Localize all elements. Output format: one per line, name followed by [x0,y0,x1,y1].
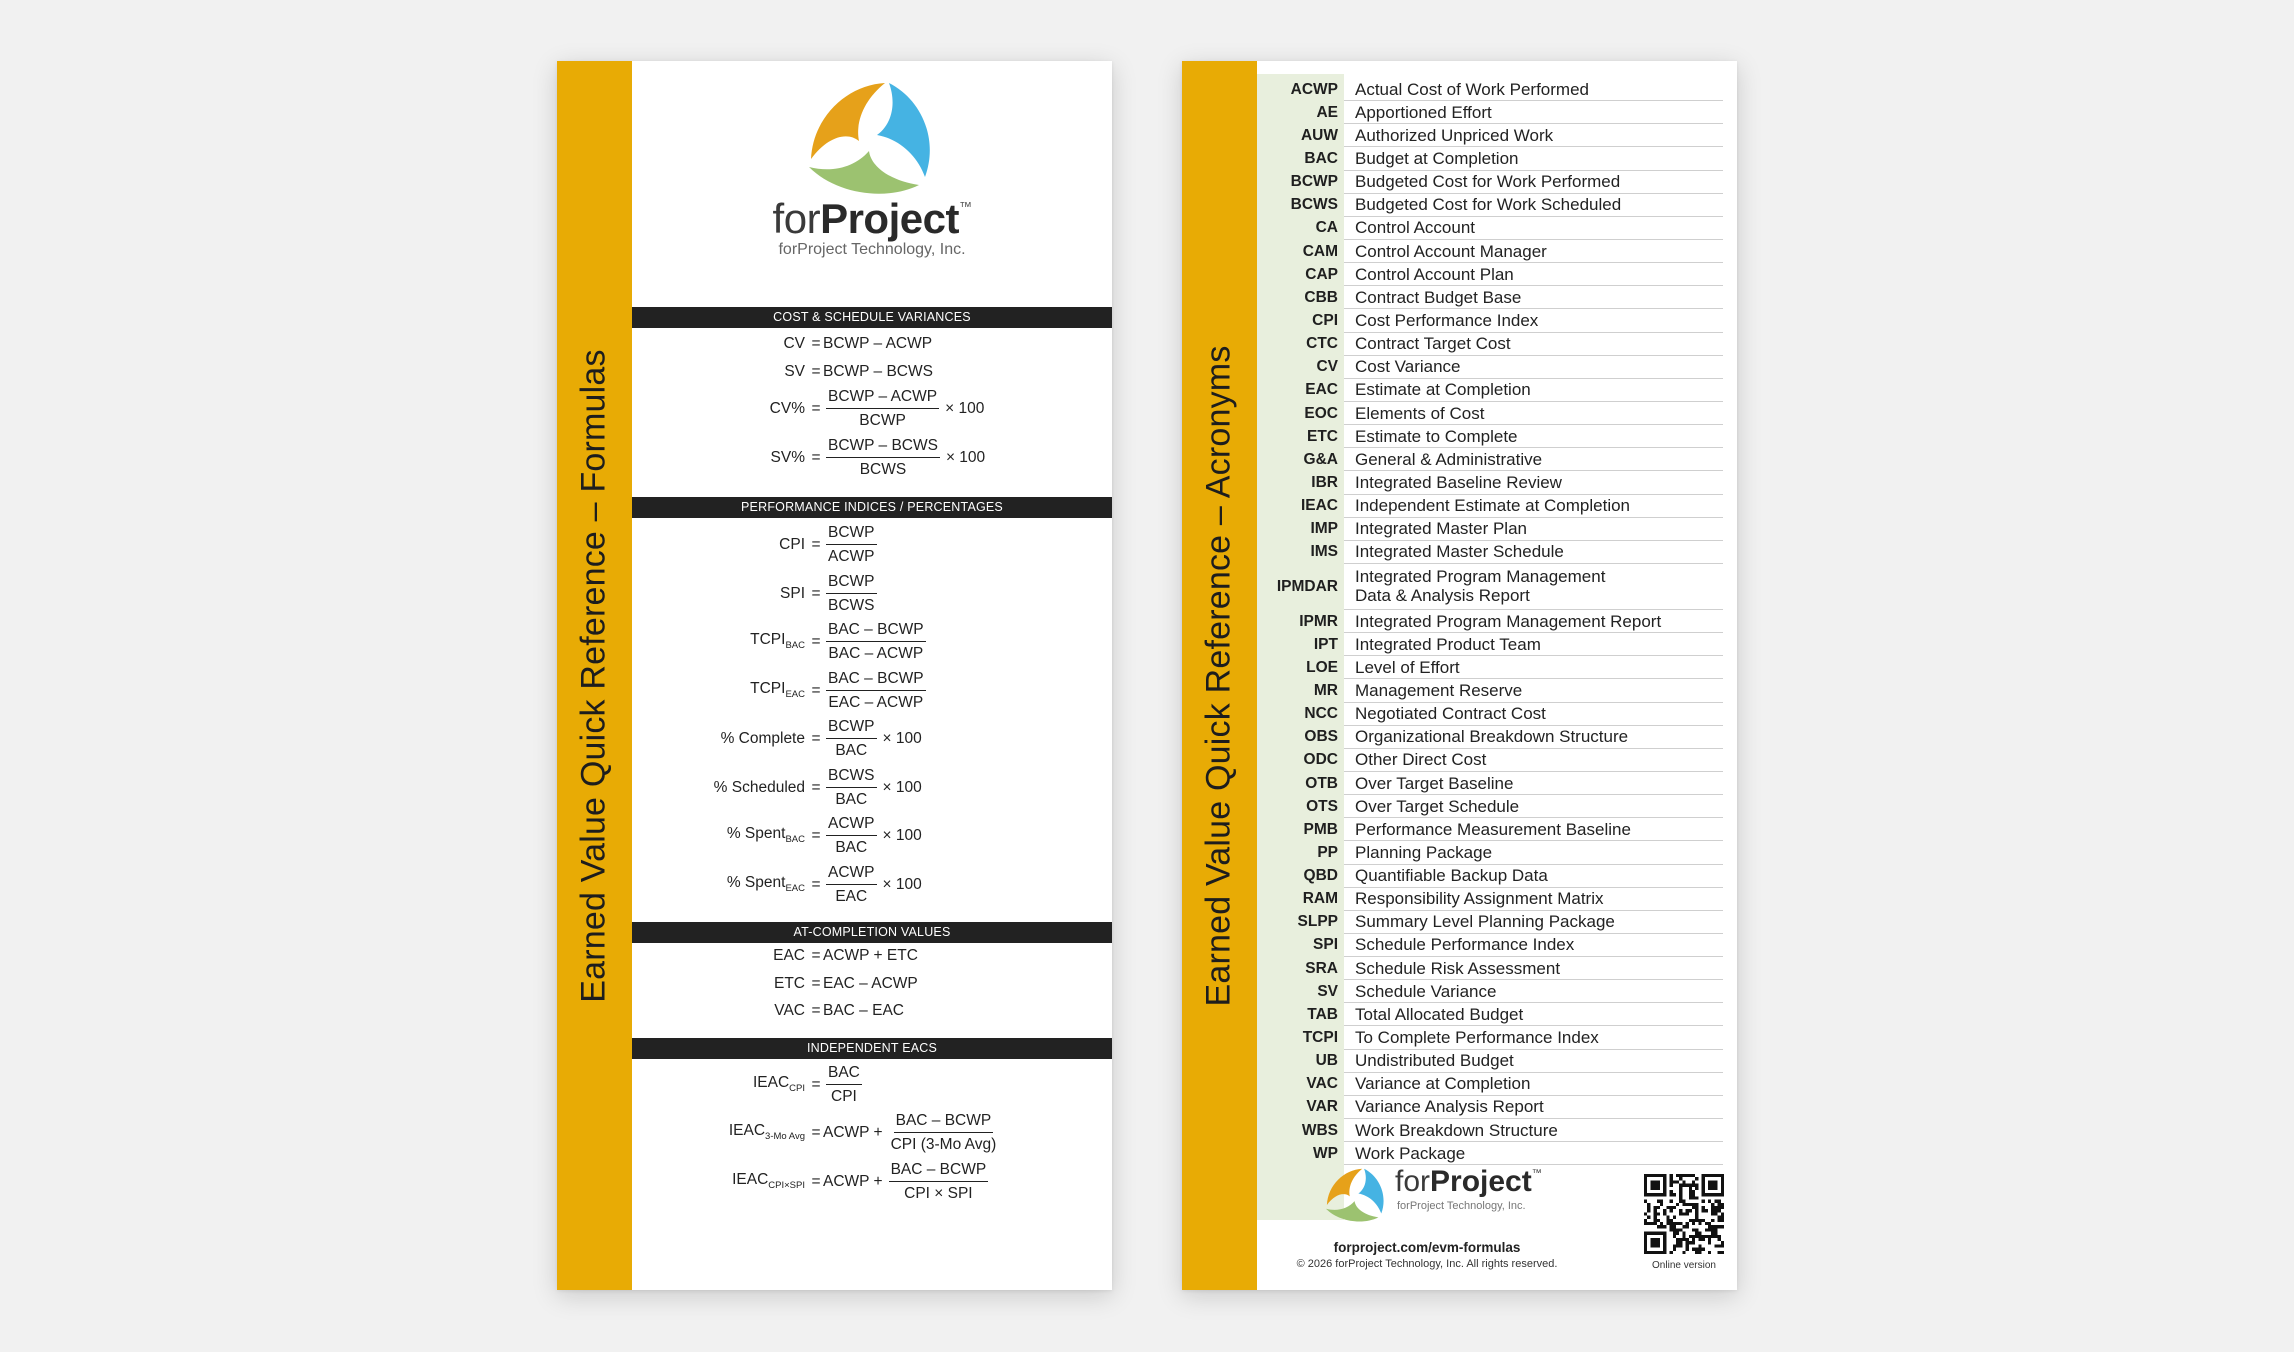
acronym-definition: Authorized Unpriced Work [1344,124,1723,147]
acronym-definition: Undistributed Budget [1344,1050,1723,1073]
acronym-row [1257,818,1723,841]
acronym-row [1257,980,1723,1003]
acronym-row [1257,1003,1723,1026]
acronym-row [1257,518,1723,541]
acronym-code: IPT [1313,635,1338,653]
acronym-definition: Schedule Risk Assessment [1344,957,1723,980]
acronym-code: TAB [1307,1005,1338,1023]
acronym-definition: Control Account Manager [1344,240,1723,263]
formula-ieac-3mo-avg: $IEAC_{3-Mo Avg}$ = ACWP + $\frac{\text{BAC – BCWP}}{\text{CPI (3-Mo Avg)}}$ [728,1112,997,1153]
acronym-row [1257,841,1723,864]
acronym-code: CA [1315,219,1338,237]
formula-percent-scheduled: % Scheduled = $\frac{\text{BCWS}}{\text{BAC}}$ × 100 [713,767,922,808]
acronym-row [1257,1026,1723,1049]
acronym-definition: To Complete Performance Index [1344,1026,1723,1049]
acronym-code: IMS [1310,543,1338,561]
acronym-row [1257,1073,1723,1096]
section-header-variances: COST & SCHEDULE VARIANCES [632,307,1112,328]
acronym-code: AUW [1300,126,1338,144]
acronym-definition: Management Reserve [1344,679,1723,702]
acronym-definition: Work Package [1344,1142,1723,1165]
acronym-definition: Contract Budget Base [1344,286,1723,309]
acronym-definition: Integrated Master Plan [1344,518,1723,541]
acronym-row [1257,124,1723,147]
acronym-row [1257,1119,1723,1142]
acronym-row [1257,633,1723,656]
acronym-definition: Performance Measurement Baseline [1344,818,1723,841]
acronym-row [1257,356,1723,379]
acronym-definition: Estimate at Completion [1344,379,1723,402]
acronym-definition: Integrated Baseline Review [1344,471,1723,494]
acronym-definition: Negotiated Contract Cost [1344,703,1723,726]
acronym-row [1257,703,1723,726]
acronym-code: AE [1316,103,1338,121]
acronym-row [1257,911,1723,934]
acronym-row [1257,726,1723,749]
acronym-row [1257,795,1723,818]
formulas-stripe-title: Earned Value Quick Reference – Formulas [574,348,613,1003]
acronym-definition: Actual Cost of Work Performed [1344,78,1723,101]
acronym-code: SLPP [1297,913,1338,931]
acronym-code: ACWP [1290,80,1338,98]
acronym-definition: Variance Analysis Report [1344,1096,1723,1119]
acronym-row [1257,379,1723,402]
acronym-definition: Organizational Breakdown Structure [1344,726,1723,749]
acronym-row [1257,1096,1723,1119]
acronym-row [1257,888,1723,911]
formula-eac: EAC = ACWP + ETC [773,947,918,964]
formulas-stripe [557,61,632,1290]
acronym-code: NCC [1304,705,1338,723]
acronym-definition: Budgeted Cost for Work Performed [1344,171,1723,194]
acronym-definition: Other Direct Cost [1344,749,1723,772]
forproject-logo [632,77,1112,259]
acronym-row [1257,425,1723,448]
acronym-definition: Over Target Schedule [1344,795,1723,818]
acronym-code: MR [1313,681,1338,699]
acronym-code: IMP [1310,520,1338,538]
acronym-code: CTC [1306,335,1338,353]
acronym-code: PP [1317,843,1338,861]
acronym-code: G&A [1303,450,1338,468]
acronym-row [1257,495,1723,518]
acronym-definition: Over Target Baseline [1344,772,1723,795]
acronym-code: ODC [1303,751,1338,769]
forproject-triskele-icon [807,77,937,195]
acronym-definition: Independent Estimate at Completion [1344,495,1723,518]
footer-copyright: © 2026 forProject Technology, Inc. All rights reserved. [1296,1258,1558,1270]
acronym-code: CAM [1302,242,1338,260]
acronym-code: VAR [1306,1098,1338,1116]
formula-percent-spent-bac: % Spent$_{BAC}$ = $\frac{\text{ACWP}}{\text{BAC}}$ × 100 [726,815,922,856]
formula-tcpi-bac: $TCPI_{BAC}$ = $\frac{\text{BAC – BCWP}}{\text{BAC – ACWP}}$ [750,621,924,662]
acronym-code: CBB [1304,288,1338,306]
acronym-definition: Quantifiable Backup Data [1344,865,1723,888]
formula-cpi: CPI = $\frac{\text{BCWP}}{\text{ACWP}}$ [779,524,875,565]
acronym-row [1257,147,1723,170]
acronym-definition [1344,564,1723,610]
acronym-row [1257,333,1723,356]
acronym-code: BCWP [1290,173,1338,191]
acronym-definition: Variance at Completion [1344,1073,1723,1096]
acronym-code: TCPI [1302,1029,1338,1047]
acronym-row [1257,610,1723,633]
acronym-definition-line-1: Integrated Program Management [1355,567,1606,587]
acronym-code: SV [1317,982,1338,1000]
acronym-code: BCWS [1290,196,1338,214]
acronym-row [1257,309,1723,332]
acronym-row [1257,957,1723,980]
acronym-definition: General & Administrative [1344,448,1723,471]
acronym-code: CAP [1305,265,1338,283]
acronym-code: BAC [1304,149,1338,167]
acronym-row [1257,749,1723,772]
formula-sv-percent: SV% = $\frac{\text{BCWP – BCWS}}{\text{BCWS}}$ × 100 [770,437,986,478]
acronym-row [1257,217,1723,240]
acronym-code: SPI [1313,936,1338,954]
formulas-card [557,61,1112,1290]
acronym-code: OBS [1304,728,1338,746]
acronym-definition: Planning Package [1344,841,1723,864]
acronyms-stripe [1182,61,1257,1290]
acronym-code: IPMDAR [1276,577,1338,595]
acronym-definition: Budgeted Cost for Work Scheduled [1344,194,1723,217]
acronym-definition: Apportioned Effort [1344,101,1723,124]
acronym-definition: Work Breakdown Structure [1344,1119,1723,1142]
acronym-definition: Budget at Completion [1344,147,1723,170]
acronym-code: PMB [1303,820,1338,838]
acronym-code: CV [1316,358,1338,376]
acronym-definition: Level of Effort [1344,656,1723,679]
acronym-row [1257,78,1723,101]
acronym-row [1257,564,1723,610]
acronym-list [1257,78,1723,1165]
acronym-definition: Elements of Cost [1344,402,1723,425]
acronym-code: CPI [1312,311,1338,329]
acronym-row [1257,934,1723,957]
acronym-row [1257,194,1723,217]
section-header-independent-eacs: INDEPENDENT EACS [632,1038,1112,1059]
acronym-row [1257,471,1723,494]
acronym-code: OTB [1305,774,1338,792]
section-header-at-completion: AT-COMPLETION VALUES [632,922,1112,943]
acronym-code: ETC [1307,427,1338,445]
acronym-definition: Control Account Plan [1344,263,1723,286]
formula-vac: VAC = BAC – EAC [774,1002,904,1019]
formula-percent-spent-eac: % Spent$_{EAC}$ = $\frac{\text{ACWP}}{\text{EAC}}$ × 100 [726,864,922,905]
footer-brand-subtitle: forProject Technology, Inc. [1397,1200,1526,1212]
qr-code-icon[interactable] [1644,1174,1724,1254]
brand-subtitle: forProject Technology, Inc. [778,241,966,258]
acronym-definition: Contract Target Cost [1344,333,1723,356]
acronym-code: UB [1315,1052,1338,1070]
acronym-definition: Cost Variance [1344,356,1723,379]
brand-wordmark: forProject™ [772,195,972,242]
acronym-row [1257,171,1723,194]
formula-etc: ETC = EAC – ACWP [774,975,918,992]
formula-ieac-cpi: $IEAC_{CPI}$ = $\frac{\text{BAC}}{\text{CPI}}$ [752,1064,860,1105]
acronym-row [1257,263,1723,286]
acronym-row [1257,240,1723,263]
acronym-definition: Summary Level Planning Package [1344,911,1723,934]
formula-sv: SV = BCWP – BCWS [784,363,933,380]
acronyms-stripe-title: Earned Value Quick Reference – Acronyms [1199,344,1238,1007]
acronym-code: LOE [1306,658,1338,676]
acronym-row [1257,679,1723,702]
formula-tcpi-eac: $TCPI_{EAC}$ = $\frac{\text{BAC – BCWP}}{\text{EAC – ACWP}}$ [750,670,924,711]
forproject-triskele-icon [1325,1165,1387,1223]
acronym-code: WBS [1301,1121,1338,1139]
acronym-definition: Total Allocated Budget [1344,1003,1723,1026]
formula-percent-complete: % Complete = $\frac{\text{BCWP}}{\text{BAC}}$ × 100 [720,718,922,759]
qr-caption: Online version [1652,1260,1716,1271]
acronym-definition: Integrated Product Team [1344,633,1723,656]
acronym-row [1257,1050,1723,1073]
acronym-code: VAC [1306,1075,1338,1093]
formula-cv-percent: CV% = $\frac{\text{BCWP – ACWP}}{\text{BCWP}}$ × 100 [769,388,985,429]
section-header-indices: PERFORMANCE INDICES / PERCENTAGES [632,497,1112,518]
acronym-definition: Responsibility Assignment Matrix [1344,888,1723,911]
acronym-definition: Schedule Performance Index [1344,934,1723,957]
acronym-definition: Cost Performance Index [1344,309,1723,332]
acronym-row [1257,101,1723,124]
acronym-row [1257,286,1723,309]
acronym-code: QBD [1303,867,1338,885]
acronym-row [1257,865,1723,888]
acronym-definition: Control Account [1344,217,1723,240]
acronym-code: IBR [1311,473,1338,491]
acronym-row [1257,448,1723,471]
acronym-code: IEAC [1300,497,1338,515]
acronyms-card [1182,61,1737,1290]
acronym-code: OTS [1306,797,1338,815]
acronym-definition: Integrated Program Management Report [1344,610,1723,633]
acronym-code: WP [1313,1144,1338,1162]
acronym-definition: Schedule Variance [1344,980,1723,1003]
acronym-code: RAM [1302,890,1338,908]
acronym-row [1257,772,1723,795]
acronym-definition: Estimate to Complete [1344,425,1723,448]
acronym-code: EAC [1305,381,1338,399]
acronym-definition-line-2: Data & Analysis Report [1355,586,1530,606]
acronym-row [1257,1142,1723,1165]
acronym-row [1257,656,1723,679]
acronym-code: EOC [1304,404,1338,422]
acronym-code: SRA [1305,959,1338,977]
acronym-row [1257,541,1723,564]
footer-url-link[interactable]: forproject.com/evm-formulas [1333,1240,1521,1255]
footer-brand-wordmark: forProject™ [1395,1165,1542,1198]
acronym-row [1257,402,1723,425]
acronym-code: IPMR [1299,612,1338,630]
acronym-definition: Integrated Master Schedule [1344,541,1723,564]
formula-cv: CV = BCWP – ACWP [783,335,933,352]
formula-spi: SPI = $\frac{\text{BCWP}}{\text{BCWS}}$ [780,573,875,614]
formula-ieac-cpi-spi: $IEAC_{CPI\times SPI}$ = ACWP + $\frac{\text{BAC – BCWP}}{\text{CPI × SPI}}$ [732,1161,987,1202]
